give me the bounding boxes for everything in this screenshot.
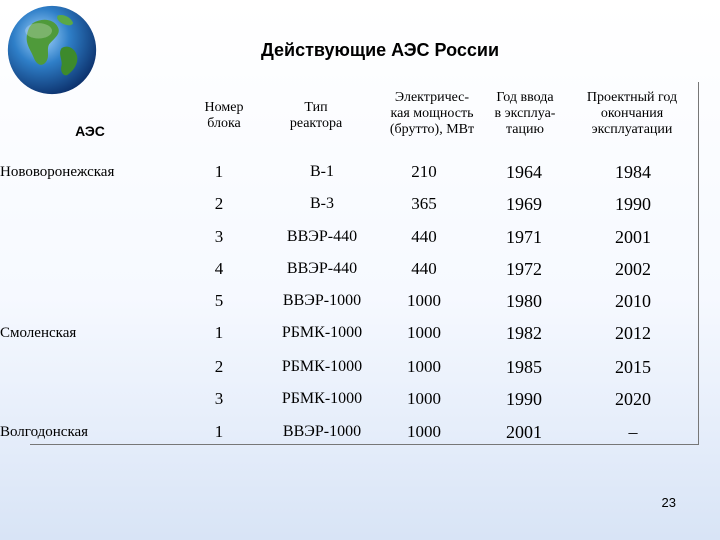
end-year: 2012 xyxy=(615,323,651,343)
header-type-line: Тип xyxy=(304,100,328,115)
station-name: Нововоронежская xyxy=(0,164,115,180)
unit-number: 3 xyxy=(214,227,224,246)
header-type xyxy=(290,100,342,132)
end-year: 2020 xyxy=(615,389,651,409)
end-year: – xyxy=(628,422,638,442)
reactor-type: ВВЭР-440 xyxy=(286,228,358,245)
header-end-line: эксплуатации xyxy=(591,122,673,138)
power-value: 440 xyxy=(411,227,437,246)
reactor-type: В-3 xyxy=(310,195,334,212)
station-name: Смоленская xyxy=(0,325,77,341)
power-value: 1000 xyxy=(407,291,441,310)
reactor-type: ВВЭР-1000 xyxy=(282,423,362,440)
reactor-type: В-1 xyxy=(310,163,334,180)
station-name: Волгодонская xyxy=(0,424,89,440)
header-end-line: окончания xyxy=(600,106,664,122)
unit-number: 1 xyxy=(214,422,224,441)
unit-number: 4 xyxy=(214,259,224,278)
power-value: 365 xyxy=(411,194,437,213)
header-unit-line: Номер xyxy=(204,100,244,115)
unit-number: 1 xyxy=(214,162,224,181)
start-year: 1990 xyxy=(506,389,542,409)
header-unit-line: блока xyxy=(207,116,241,132)
header-aes: АЭС xyxy=(75,123,105,139)
end-year: 2002 xyxy=(615,259,651,279)
header-end xyxy=(587,90,677,138)
header-start-line: тацию xyxy=(506,122,544,138)
power-value: 1000 xyxy=(407,357,441,376)
power-value: 1000 xyxy=(407,389,441,408)
reactor-type: РБМК-1000 xyxy=(281,324,363,341)
start-year: 1971 xyxy=(506,227,542,247)
start-year: 1985 xyxy=(506,357,542,377)
power-value: 1000 xyxy=(407,422,441,441)
header-start-line: в эксплуа- xyxy=(494,106,556,122)
power-value: 440 xyxy=(411,259,437,278)
reactor-type: ВВЭР-1000 xyxy=(282,292,362,309)
reactor-type: РБМК-1000 xyxy=(281,358,363,375)
header-power-line: (брутто), МВт xyxy=(389,122,475,138)
power-value: 210 xyxy=(411,162,437,181)
end-year: 1990 xyxy=(615,194,651,214)
end-year: 2001 xyxy=(615,227,651,247)
end-year: 1984 xyxy=(615,162,651,182)
unit-number: 1 xyxy=(214,323,224,342)
start-year: 1972 xyxy=(506,259,542,279)
end-year: 2010 xyxy=(615,291,651,311)
header-type-line: реактора xyxy=(289,116,343,132)
unit-number: 2 xyxy=(214,357,224,376)
reactor-type: РБМК-1000 xyxy=(281,390,363,407)
start-year: 1980 xyxy=(506,291,542,311)
unit-number: 3 xyxy=(214,389,224,408)
header-power-line: Электричес- xyxy=(394,90,470,105)
header-start-line: Год ввода xyxy=(496,90,554,105)
power-value: 1000 xyxy=(407,323,441,342)
start-year: 1964 xyxy=(506,162,542,182)
start-year: 1982 xyxy=(506,323,542,343)
unit-number: 2 xyxy=(214,194,224,213)
start-year: 1969 xyxy=(506,194,542,214)
page-title: Действующие АЭС России xyxy=(260,40,500,60)
header-power-line: кая мощность xyxy=(390,106,474,122)
header-unit xyxy=(205,100,244,132)
page-number: 23 xyxy=(661,495,676,510)
start-year: 2001 xyxy=(506,422,542,442)
reactor-type: ВВЭР-440 xyxy=(286,260,358,277)
reactor-table xyxy=(0,82,699,445)
unit-number: 5 xyxy=(214,291,224,310)
header-start xyxy=(495,90,556,138)
end-year: 2015 xyxy=(615,357,651,377)
header-end-line: Проектный год xyxy=(586,90,678,105)
header-power xyxy=(390,90,474,138)
